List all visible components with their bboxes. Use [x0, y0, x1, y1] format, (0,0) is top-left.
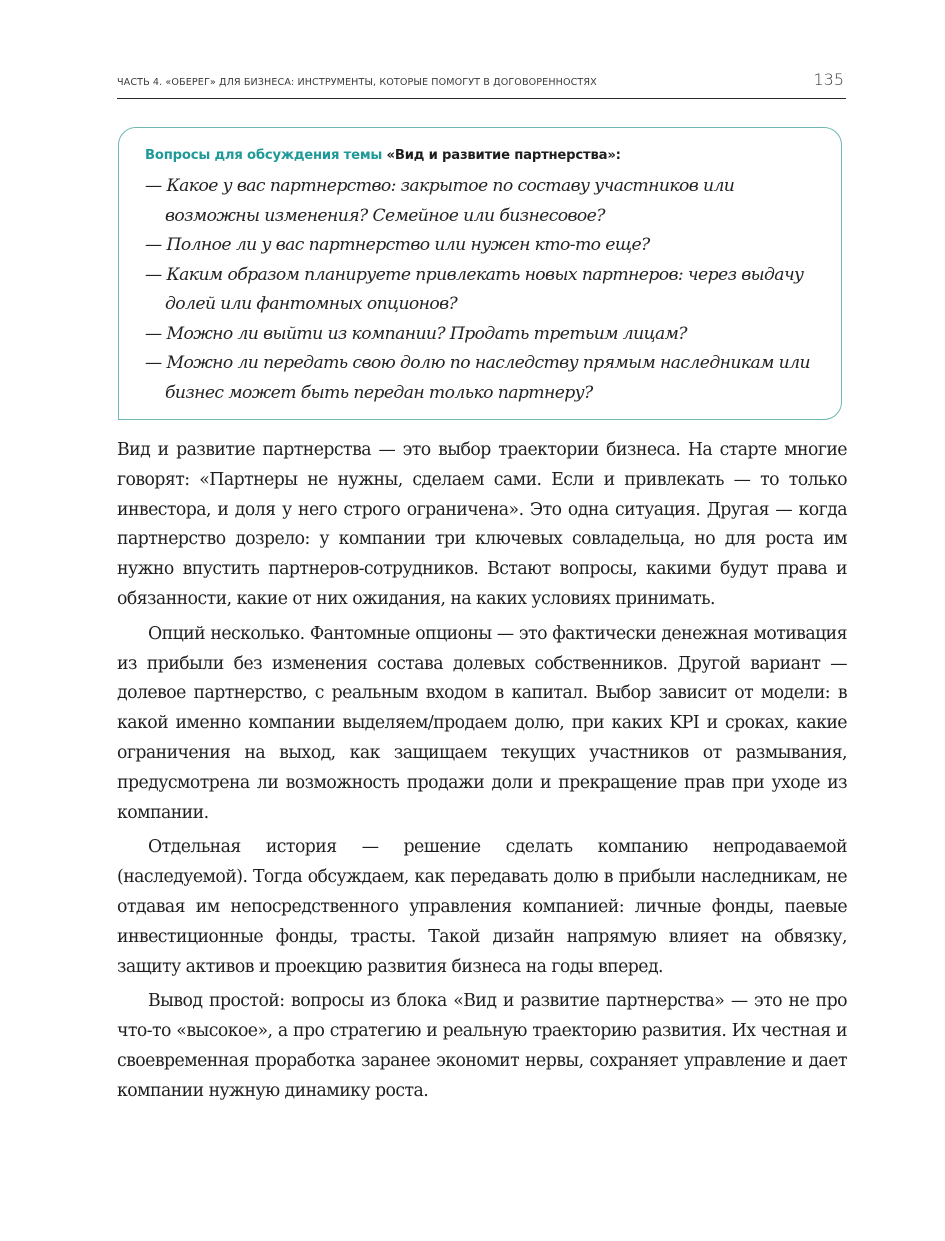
body-text [117, 436, 847, 1107]
question-item: — Каким образом планируете привлекать новых партнеров: через выдачу долей или фантомных опционов? [145, 264, 804, 314]
box-heading-topic: «Вид и развитие партнерства»: [386, 148, 621, 163]
paragraph: Вид и развитие партнерства — это выбор траектории бизнеса. На старте многие говорят: «Партнеры не нужны, сделаем сами. Если и привлекать — то только инвестора, и доля у него строго ограничена». Это одна ситуация. Другая — когда партнерство дозрело: у компании три ключевых совладельца, но для роста им нужно впустить партнеров-сотрудников. Встают вопросы, какими будут права и обязанности, какие от них ожидания, на каких условиях принимать. [117, 440, 847, 609]
box-heading [145, 148, 621, 163]
question-item: — Можно ли передать свою долю по наследству прямым наследникам или бизнес может быть передан только партнеру? [145, 353, 810, 403]
discussion-questions-box [118, 127, 842, 420]
paragraph: Отдельная история — решение сделать компанию непродаваемой (наследуемой). Тогда обсуждаем, как передавать долю в прибыли наследникам, не отдавая им непосредственного управления компанией: личные фонды, паевые инвестиционные фонды, трасты. Такой дизайн напрямую влияет на обвязку, защиту активов и проекцию развития бизнеса на годы вперед. [117, 837, 847, 977]
question-item: — Какое у вас партнерство: закрытое по составу участников или возможны изменения? Семейное или бизнесовое? [145, 176, 735, 226]
paragraph: Вывод простой: вопросы из блока «Вид и развитие партнерства» — это не про что-то «высокое», а про стратегию и реальную траекторию развития. Их честная и своевременная проработка заранее экономит нервы, сохраняет управление и дает компании нужную динамику роста. [117, 991, 847, 1101]
page-number: 135 [813, 70, 844, 89]
question-item: — Полное ли у вас партнерство или нужен кто-то еще? [145, 235, 650, 255]
chapter-title: ЧАСТЬ 4. «ОБЕРЕГ» ДЛЯ БИЗНЕСА: ИНСТРУМЕНТЫ, КОТОРЫЕ ПОМОГУТ В ДОГОВОРЕННОСТЯХ [117, 77, 597, 88]
box-heading-lead: Вопросы для обсуждения темы [145, 148, 387, 163]
paragraph: Опций несколько. Фантомные опционы — это фактически денежная мотивация из прибыли без изменения состава долевых собственников. Другой вариант — долевое партнерство, с реальным входом в капитал. Выбор зависит от модели: в какой именно компании выделяем/продаем долю, при каких KPI и сроках, какие ограничения на выход, как защищаем текущих участников от размывания, предусмотрена ли возможность продажи доли и прекращение прав при уходе из компании. [117, 623, 847, 823]
question-item: — Можно ли выйти из компании? Продать третьим лицам? [145, 323, 687, 344]
question-list [145, 172, 825, 408]
running-header [117, 70, 846, 99]
